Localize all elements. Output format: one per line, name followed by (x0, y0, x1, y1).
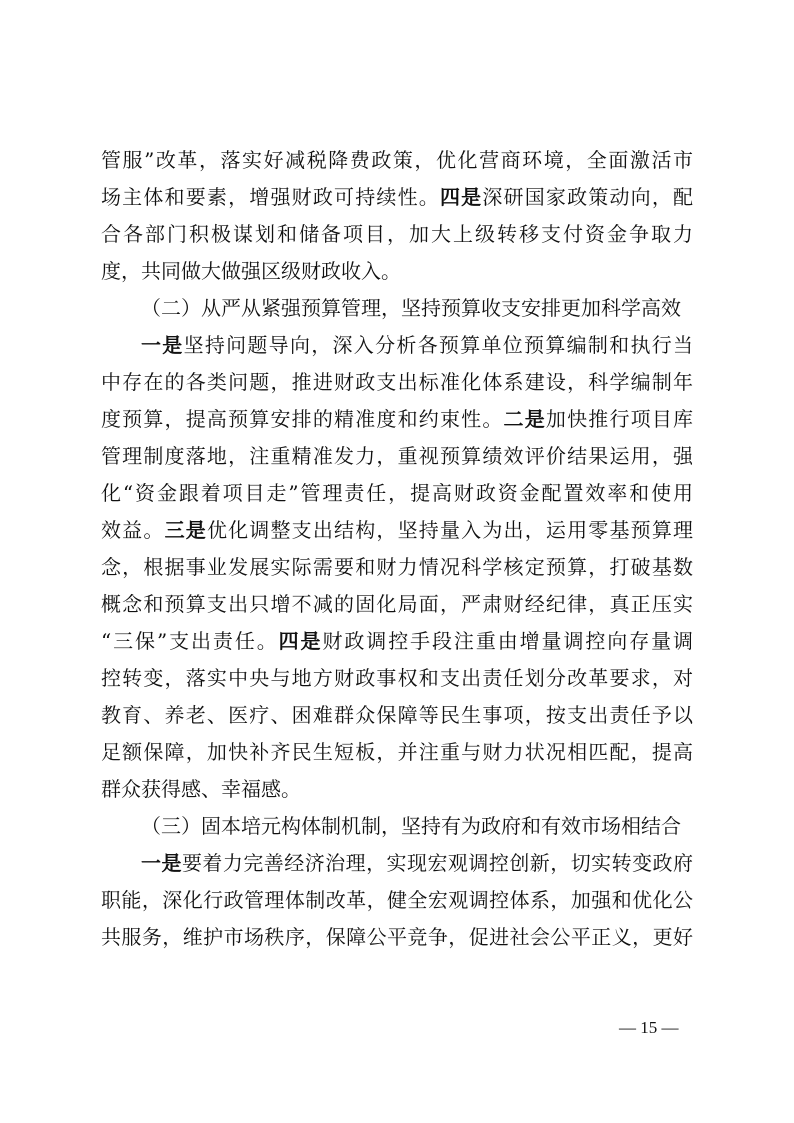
text-line (101, 660, 693, 697)
text-segment: 中存在的各类问题，推进财政支出标准化体系建设，科学编制年 (101, 370, 693, 394)
text-segment: 度，共同做大做强区级财政收入。 (101, 259, 401, 283)
text-line (101, 401, 693, 438)
text-segment: 度预算，提高预算安排的精准度和约束性。 (101, 407, 504, 431)
text-line (101, 845, 693, 882)
text-segment: 财政调控手段注重由增量调控向存量调 (322, 629, 693, 653)
emphasis-marker: 三是 (164, 518, 207, 542)
text-line (101, 142, 693, 179)
section-heading (101, 290, 693, 327)
emphasis-marker: 二是 (503, 407, 546, 431)
text-segment: 场主体和要素，增强财政可持续性。 (101, 185, 440, 209)
text-line (101, 327, 693, 364)
text-segment: 优化调整支出结构，坚持量入为出，运用零基预算理 (206, 518, 693, 542)
text-line (101, 882, 693, 919)
text-line (101, 179, 693, 216)
text-segment: 效益。 (101, 518, 165, 542)
text-line (101, 586, 693, 623)
text-segment: 足额保障，加快补齐民生短板，并注重与财力状况相匹配，提高 (101, 740, 693, 764)
text-line (101, 771, 693, 808)
text-segment: 职能，深化行政管理体制改革，健全宏观调控体系，加强和优化公 (101, 888, 693, 912)
document-body (101, 142, 693, 956)
text-segment: “三保”支出责任。 (101, 629, 279, 653)
text-segment: （二）从严从紧强预算管理，坚持预算收支安排更加科学高效 (141, 296, 681, 320)
emphasis-marker: 一是 (141, 333, 184, 357)
text-segment: 合各部门积极谋划和储备项目，加大上级转移支付资金争取力 (101, 222, 693, 246)
text-line (101, 216, 693, 253)
text-line (101, 919, 693, 956)
text-segment: 管理制度落地，注重精准发力，重视预算绩效评价结果运用，强 (101, 444, 693, 468)
text-segment: 概念和预算支出只增不减的固化局面，严肃财经纪律，真正压实 (101, 592, 693, 616)
text-segment: 管服”改革，落实好减税降费政策，优化营商环境，全面激活市 (101, 148, 693, 172)
text-segment: 念，根据事业发展实际需要和财力情况科学核定预算，打破基数 (101, 555, 693, 579)
text-segment: （三）固本培元构体制机制，坚持有为政府和有效市场相结合 (141, 814, 681, 838)
text-line (101, 438, 693, 475)
text-segment: 要着力完善经济治理，实现宏观调控创新，切实转变政府 (181, 851, 693, 875)
emphasis-marker: 四是 (439, 185, 483, 209)
text-line (101, 697, 693, 734)
text-segment: 深研国家政策动向，配 (482, 185, 693, 209)
section-heading (101, 808, 693, 845)
text-line (101, 512, 693, 549)
text-line (101, 253, 693, 290)
text-segment: 化“资金跟着项目走”管理责任，提高财政资金配置效率和使用 (101, 481, 693, 505)
text-segment: 加快推行项目库 (545, 407, 693, 431)
text-line (101, 549, 693, 586)
text-line (101, 475, 693, 512)
text-segment: 坚持问题导向，深入分析各预算单位预算编制和执行当 (183, 333, 693, 357)
text-line (101, 623, 693, 660)
text-segment: 群众获得感、幸福感。 (101, 777, 301, 801)
emphasis-marker: 四是 (278, 629, 323, 653)
text-line (101, 734, 693, 771)
emphasis-marker: 一是 (141, 851, 182, 875)
text-line (101, 364, 693, 401)
text-segment: 共服务，维护市场秩序，保障公平竞争，促进社会公平正义，更好 (101, 925, 693, 949)
page-number: — 15 — (619, 1018, 679, 1037)
text-segment: 教育、养老、医疗、困难群众保障等民生事项，按支出责任予以 (101, 703, 693, 727)
text-segment: 控转变，落实中央与地方财政事权和支出责任划分改革要求，对 (101, 666, 693, 690)
